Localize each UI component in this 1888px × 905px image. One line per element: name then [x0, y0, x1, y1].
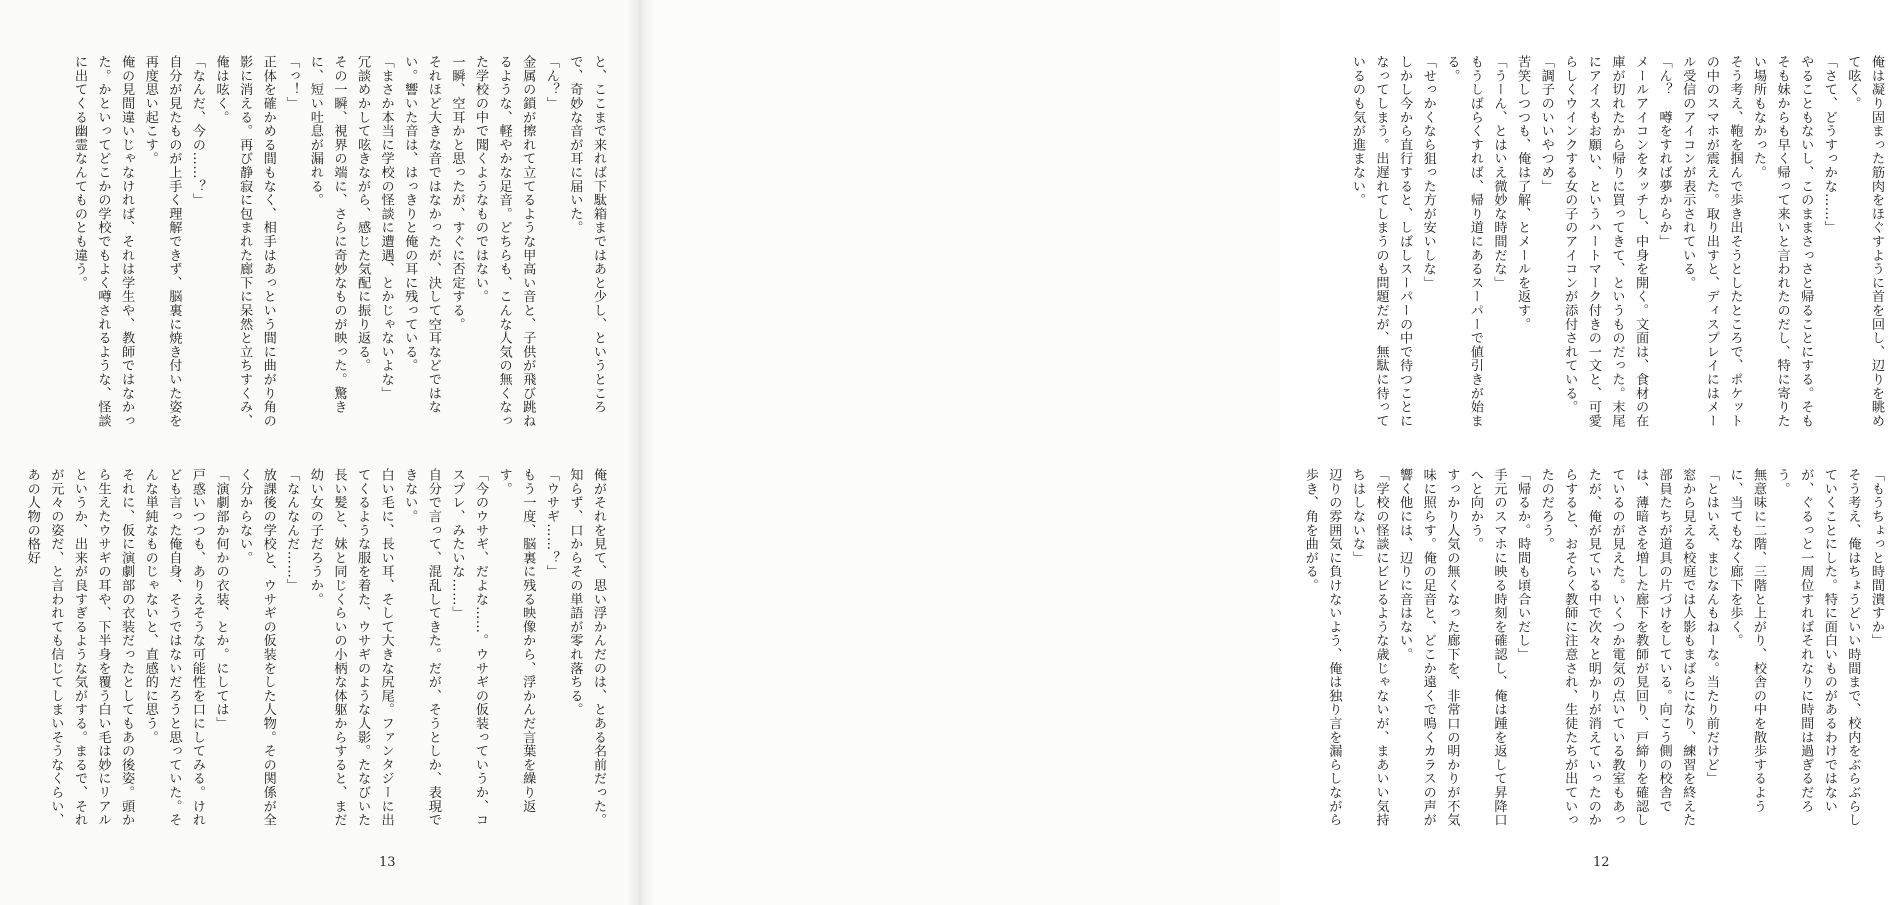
paragraph: メールアイコンをタッチし、中身を開く。文面は、食材の在庫が切れたから帰りに買ってきて、というものだった。末尾にアイスもお願い、というハートマーク付きの一文と、可愛らしくウインクする女の子のアイコンが添付されている。: [1562, 55, 1649, 428]
paragraph: その一瞬、視界の端に、さらに奇妙なものが映った。驚きに、短い吐息が漏れる。: [307, 55, 347, 414]
paragraph: 「まさか本当に学校の怪談に遭遇、とかじゃないよな」: [378, 55, 394, 400]
paragraph: 「うーん、とはいえ微妙な時間だな」: [1491, 55, 1507, 290]
paragraph: しかし今から直行すると、しばしスーパーの中で待つことになってしまう。出遅れてしまうのも問題だが、無駄に待っているのも気が進まない。: [1349, 55, 1413, 428]
paragraph: 「帰るか。時間も頃合いだし」: [1515, 468, 1531, 662]
paragraph: 「今のウサギ、だよな……。ウサギの仮装っていうか、コスプレ、みたいな……」: [449, 468, 489, 827]
paragraph: 手元のスマホに映る時刻を確認し、俺は踵を返して昇降口へと向かう。: [1467, 468, 1507, 827]
paragraph: 「さて、どうすっかな……」: [1821, 55, 1837, 235]
paragraph: 「演劇部か何かの衣装、とか。にしては」: [213, 468, 229, 731]
paragraph: 辺りの雰囲気に負けないよう、俺は独り言を漏らしながら歩き、角を曲がる。: [1302, 468, 1342, 827]
paragraph: 俺の見間違いじゃなければ、それは学生や、教師ではなかった。かといってどこかの学校でもよく噂されるような、怪談に出てくる幽霊なんてものとも違う。: [71, 55, 135, 428]
paragraph: それに、仮に演劇部の衣装だったとしてもあの後姿。頭から生えたウサギの耳や、下半身を覆う白い毛は妙にリアルというか、出来が良すぎるような気がする。まるで、それが元々の姿だ、と言われても信じてしまいそうなくらい、あの人物の格好: [24, 468, 135, 827]
paragraph: 「ウサギ……？」: [543, 468, 559, 579]
page-number: 12: [1593, 855, 1610, 870]
paragraph: 「調子のいいやつめ」: [1538, 55, 1554, 193]
right-page: [640, 0, 1884, 905]
paragraph: もう一度、脳裏に残る映像から、浮かんだ言葉を繰り返す。: [496, 468, 536, 813]
right-page-top-text: [1340, 55, 1888, 433]
paragraph: そう考え、俺はちょうどいい時間まで、校内をぶらぶらしていくことにした。特に面白いものがあるわけではないが、ぐるっと一周位すればそれなりに時間は過ぎるだろう。: [1774, 468, 1861, 827]
paragraph: 「ん？」: [543, 55, 559, 111]
page-number: 13: [379, 855, 396, 870]
paragraph: 白い毛に、長い耳、そして大きな尻尾。ファンタジーに出てくるような服を着た、ウサギのような人影。たなびいた長い髪と、妹と同じくらいの小柄な体躯からすると、まだ幼い女の子だろうか。: [307, 468, 394, 827]
paragraph: 「とはいえ、まじなんもねーな。当たり前だけど」: [1703, 468, 1719, 786]
left-page: [0, 0, 640, 905]
paragraph: 無意味に二階、三階と上がり、校舎の中を散歩するように、当てもなく廊下を歩く。: [1727, 468, 1767, 813]
paragraph: 俺がそれを見て、思い浮かんだのは、とある名前だった。知らず、口からその単語が零れ落ちる。: [567, 468, 606, 827]
paragraph: 戸惑いつつも、ありえそうな可能性を口にしてみる。けれども言った俺自身、そうではないだろうと思っていた。そんな単純なものじゃないと、直感的に思う。: [142, 468, 205, 827]
paragraph: 自分が見たものが上手く理解できず、脳裏に焼き付いた姿を再度思い起こす。: [142, 55, 182, 428]
paragraph: 「なんだ、今の……？」: [189, 55, 205, 207]
right-page-bottom-text: [1302, 468, 1888, 828]
paragraph: それほど大きな音ではなかったが、決して空耳などではない。響いた音は、はっきりと俺の耳に残っている。: [402, 55, 441, 414]
book-gutter-shadow: [626, 0, 654, 905]
paragraph: 「っ！」: [284, 55, 300, 111]
paragraph: と、ここまで来れば下駄箱まではあと少し、というところで、奇妙な音が耳に届いた。: [567, 55, 606, 414]
paragraph: 苦笑しつつも、俺は了解、とメールを返す。: [1515, 55, 1531, 331]
paragraph: すっかり人気の無くなった廊下を、非常口の明かりが不気味に照らす。俺の足音と、どこか遠くで鳴くカラスの声が響く他には、辺りに音はない。: [1397, 468, 1460, 827]
paragraph: 放課後の学校と、ウサギの仮装をした人物。その関係が全く分からない。: [237, 468, 276, 827]
paragraph: 「ん？ 噂をすれば夢からか」: [1656, 55, 1672, 249]
paragraph: 一瞬、空耳かと思ったが、すぐに否定する。: [449, 55, 465, 331]
paragraph: 自分で言って、混乱してきた。だが、そうとしか、表現できない。: [402, 468, 441, 827]
left-page-bottom-text: [24, 468, 610, 828]
paragraph: もうしばらくすれば、帰り道にあるスーパーで値引きが始まる。: [1444, 55, 1483, 428]
left-page-top-text: [71, 55, 610, 433]
paragraph: 正体を確かめる間もなく、相手はあっという間に曲がり角の影に消える。再び静寂に包まれた廊下に呆然と立ちすくみ、俺は呟く。: [213, 55, 276, 428]
paragraph: 「もうちょっと時間潰すか」: [1869, 468, 1884, 648]
paragraph: 冗談めかして呟きながら、感じた気配に振り返る。: [355, 55, 371, 373]
paragraph: 「学校の怪談にビビるような歳じゃないが、まあいい気持ちはしないな」: [1349, 468, 1389, 827]
paragraph: 「なんなんだ……」: [284, 468, 300, 593]
paragraph: やることもないし、このままさっさと帰ることにする。そもそも妹からも早く帰って来いと言われたのだし、特に寄りたい場所もなかった。: [1751, 55, 1814, 428]
paragraph: 俺は凝り固まった筋肉をほぐすように首を回し、辺りを眺めて呟く。: [1845, 55, 1884, 428]
paragraph: 金属の鎖が擦れて立てるような甲高い音と、子供が飛び跳ねるような、軽やかな足音。どちらも、こんな人気の無くなった学校の中で聞くようなものではない。: [473, 55, 536, 428]
paragraph: 「せっかくなら狙った方が安いしな」: [1420, 55, 1436, 290]
paragraph: 窓から見える校庭では人影もまばらになり、練習を終えた部員たちが道具の片づけをしている。向こう側の校舎では、薄暗さを増した廊下を教師が見回り、戸締りを確認しているのが見えた。いくつか電気の点いている教室もあったが、俺が見ている中で次々と明かりが消えていったのからすると、おそらく教師に注意され、生徒たちが出ていったのだろう。: [1538, 468, 1696, 827]
paragraph: そう考え、鞄を掴んで歩き出そうとしたところで、ポケットの中のスマホが震えた。取り出すと、ディスプレイにはメール受信のアイコンが表示されている。: [1680, 55, 1743, 428]
